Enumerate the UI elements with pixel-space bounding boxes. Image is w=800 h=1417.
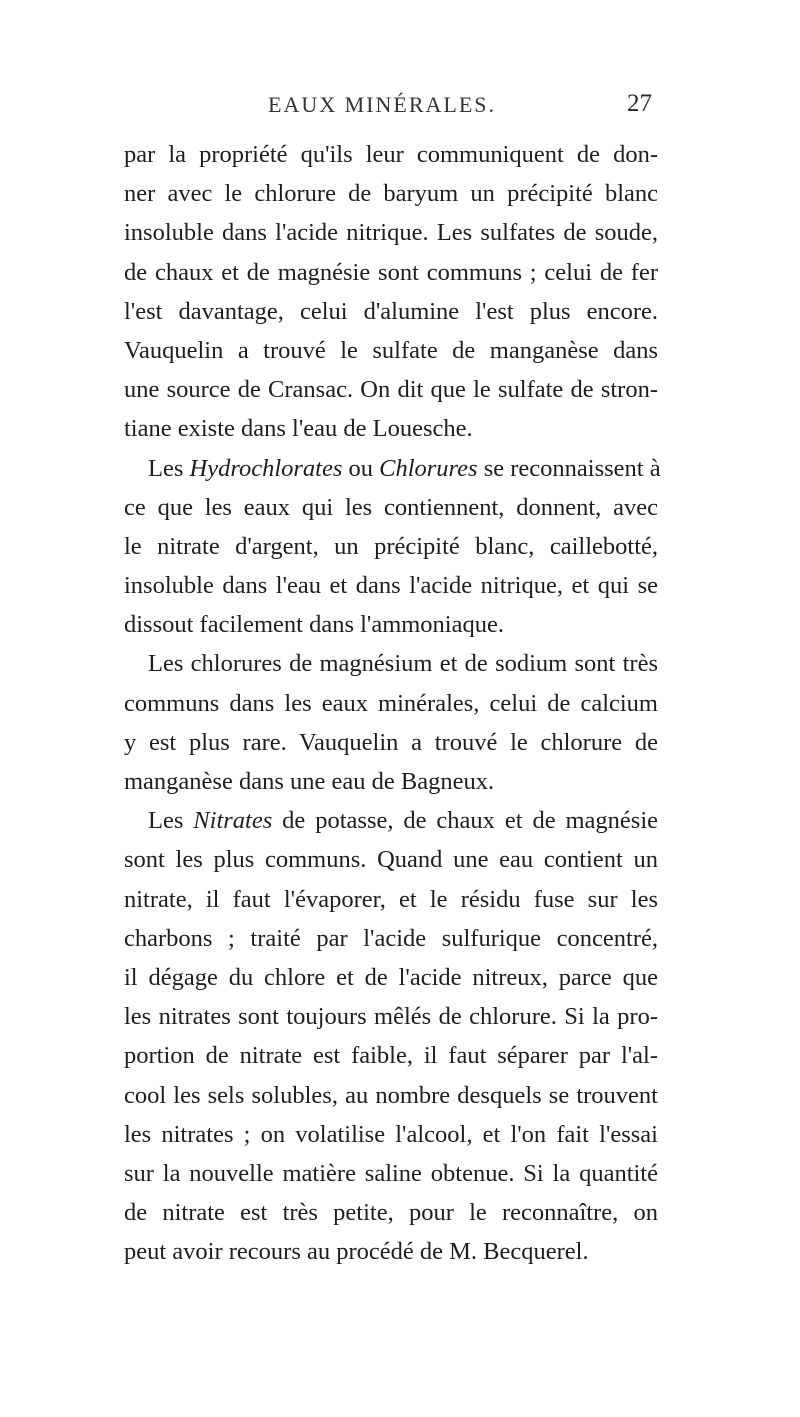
text-line: insoluble dans l'eau et dans l'acide nitrique, et qui se [124,572,658,600]
text-line: dissout facilement dans l'ammoniaque. [124,611,504,639]
text-line: cool les sels solubles, au nombre desquels se trouvent [124,1081,658,1109]
text-line: ce que les eaux qui les contiennent, donnent, avec [124,493,658,521]
term-hydrochlorates: Hydrochlorates [189,454,343,482]
text-line: les nitrates sont toujours mêlés de chlorure. Si la pro- [124,1003,658,1031]
text-line: peut avoir recours au procédé de M. Becquerel. [124,1238,589,1266]
term-nitrates: Nitrates [193,807,273,835]
text-line: il dégage du chlore et de l'acide nitreux, parce que [124,963,658,991]
text-line: y est plus rare. Vauquelin a trouvé le chlorure de [124,728,658,756]
text-line: par la propriété qu'ils leur communiquent de don- [124,141,658,168]
text-line: tiane existe dans l'eau de Louesche. [124,415,473,443]
paragraph-start-hydrochlorates: Les Hydrochlorates ou Chlorures se reconnaissent à [148,454,661,482]
paragraph-start-nitrates: Les Nitrates de potasse, de chaux et de magnésie [148,807,659,835]
page-number: 27 [627,90,652,117]
text-line: les nitrates ; on volatilise l'alcool, et l'on fait l'essai [124,1120,658,1148]
text-line: de chaux et de magnésie sont communs ; celui de fer [124,258,658,286]
text-line: Vauquelin a trouvé le sulfate de manganèse dans [124,336,658,364]
running-title: EAUX MINÉRALES. [268,92,496,117]
text-line: portion de nitrate est faible, il faut séparer par l'al- [124,1042,658,1070]
text-line: sur la nouvelle matière saline obtenue. Si la quantité [124,1159,658,1187]
text-line: sont les plus communs. Quand une eau contient un [124,846,658,874]
text-line: charbons ; traité par l'acide sulfurique concentré, [124,924,658,952]
text-line: l'est davantage, celui d'alumine l'est plus encore. [124,297,658,325]
text-line: le nitrate d'argent, un précipité blanc, caillebotté, [124,532,658,560]
text-line: manganèse dans une eau de Bagneux. [124,768,495,795]
text-line: nitrate, il faut l'évaporer, et le résidu fuse sur les [124,885,658,913]
text-line: de nitrate est très petite, pour le reconnaître, on [124,1199,658,1227]
running-head [228,92,652,126]
body-text [124,135,661,1271]
paragraph-start-chlorures: Les chlorures de magnésium et de sodium sont très [148,650,658,678]
text-line: ner avec le chlorure de baryum un précipité blanc [124,180,658,208]
text-line: communs dans les eaux minérales, celui de calcium [124,689,658,717]
term-chlorures: Chlorures [379,454,478,482]
text-line: insoluble dans l'acide nitrique. Les sulfates de soude, [124,219,658,247]
text-line: une source de Cransac. On dit que le sulfate de stron- [124,376,658,404]
